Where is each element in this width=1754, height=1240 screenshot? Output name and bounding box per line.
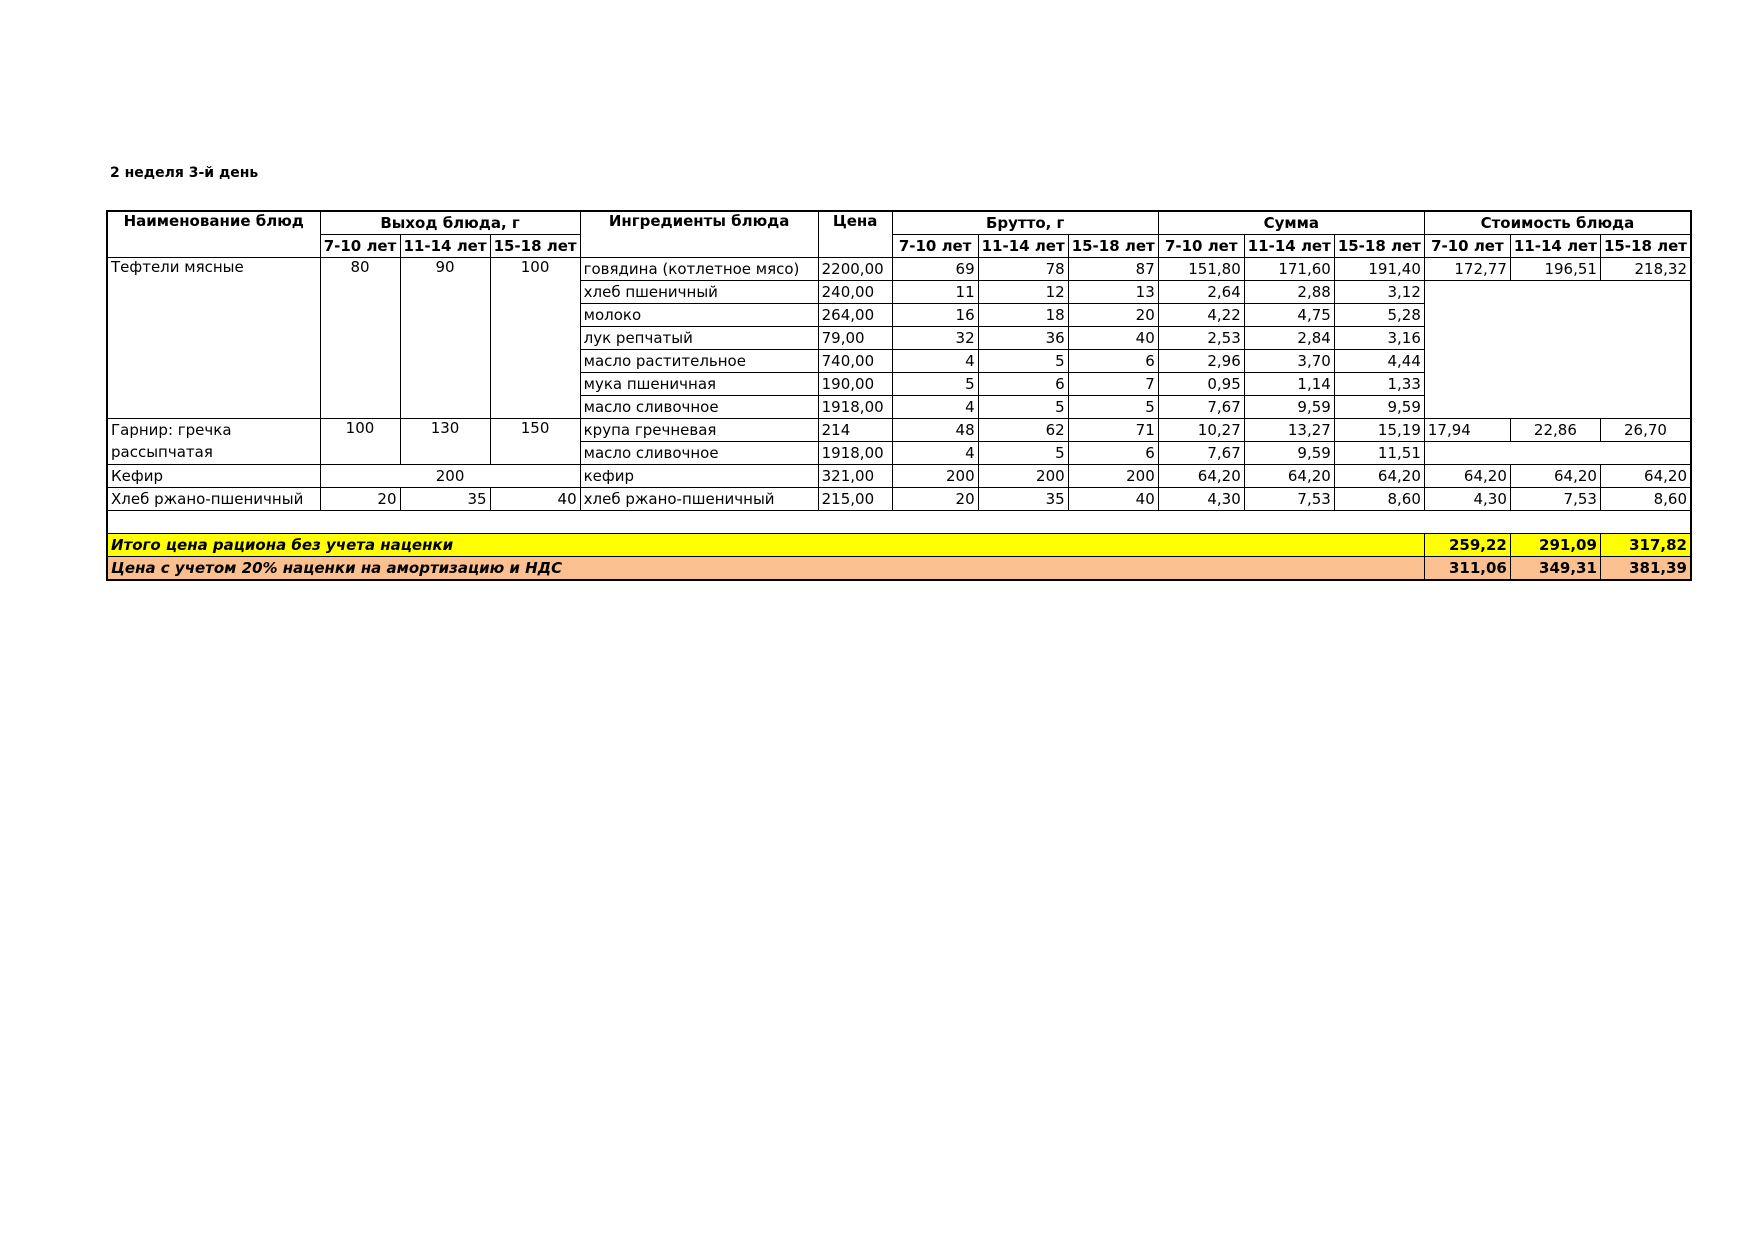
gross-value: 5 [978, 442, 1068, 465]
header-age: 15-18 лет [490, 235, 580, 258]
dish-cost: 4,30 [1424, 488, 1510, 511]
ingredient-price: 215,00 [818, 488, 892, 511]
dish-cost: 64,20 [1600, 465, 1691, 488]
sum-value: 3,70 [1244, 350, 1334, 373]
gross-value: 20 [1068, 304, 1158, 327]
dish-name: Тефтели мясные [107, 258, 320, 419]
sum-value: 3,12 [1334, 281, 1424, 304]
sum-value: 9,59 [1244, 442, 1334, 465]
header-age: 15-18 лет [1334, 235, 1424, 258]
ingredient-price: 264,00 [818, 304, 892, 327]
dish-yield: 130 [400, 419, 490, 465]
sum-value: 4,75 [1244, 304, 1334, 327]
total-value: 381,39 [1600, 557, 1691, 581]
gross-value: 40 [1068, 327, 1158, 350]
gross-value: 16 [892, 304, 978, 327]
ingredient-price: 2200,00 [818, 258, 892, 281]
empty-cost-cell [1424, 281, 1691, 419]
dish-yield: 200 [320, 465, 580, 488]
ingredient-price: 214 [818, 419, 892, 442]
total-value: 291,09 [1510, 534, 1600, 557]
gross-value: 200 [892, 465, 978, 488]
dish-yield: 150 [490, 419, 580, 465]
header-age: 11-14 лет [400, 235, 490, 258]
ingredient-name: говядина (котлетное мясо) [580, 258, 818, 281]
total-row-no-markup [107, 534, 1691, 557]
sum-value: 2,96 [1158, 350, 1244, 373]
header-age: 11-14 лет [1244, 235, 1334, 258]
total-value: 311,06 [1424, 557, 1510, 581]
gross-value: 40 [1068, 488, 1158, 511]
sum-value: 64,20 [1158, 465, 1244, 488]
gross-value: 36 [978, 327, 1068, 350]
dish-cost: 17,94 [1424, 419, 1510, 442]
sum-value: 2,53 [1158, 327, 1244, 350]
ingredient-price: 190,00 [818, 373, 892, 396]
sum-value: 7,67 [1158, 396, 1244, 419]
gross-value: 5 [1068, 396, 1158, 419]
gross-value: 5 [892, 373, 978, 396]
gross-value: 4 [892, 396, 978, 419]
header-dish-name: Наименование блюд [107, 211, 320, 258]
sum-value: 171,60 [1244, 258, 1334, 281]
header-age: 7-10 лет [1424, 235, 1510, 258]
total-row-markup [107, 557, 1691, 581]
gross-value: 6 [1068, 350, 1158, 373]
dish-cost: 8,60 [1600, 488, 1691, 511]
header-age: 11-14 лет [1510, 235, 1600, 258]
dish-cost: 22,86 [1510, 419, 1600, 442]
sum-value: 13,27 [1244, 419, 1334, 442]
header-gross: Брутто, г [892, 211, 1158, 235]
gross-value: 5 [978, 396, 1068, 419]
dish-cost: 7,53 [1510, 488, 1600, 511]
page-title: 2 неделя 3-й день [110, 165, 259, 181]
sum-value: 64,20 [1334, 465, 1424, 488]
spacer-cell [107, 511, 1691, 534]
ingredient-price: 321,00 [818, 465, 892, 488]
gross-value: 200 [978, 465, 1068, 488]
sum-value: 3,16 [1334, 327, 1424, 350]
gross-value: 5 [978, 350, 1068, 373]
sum-value: 1,14 [1244, 373, 1334, 396]
dish-cost: 64,20 [1424, 465, 1510, 488]
menu-table [106, 210, 1692, 581]
ingredient-price: 740,00 [818, 350, 892, 373]
sum-value: 4,22 [1158, 304, 1244, 327]
gross-value: 6 [1068, 442, 1158, 465]
header-age: 7-10 лет [892, 235, 978, 258]
sum-value: 4,30 [1158, 488, 1244, 511]
table-row [107, 465, 1691, 488]
dish-yield: 80 [320, 258, 400, 419]
gross-value: 87 [1068, 258, 1158, 281]
gross-value: 48 [892, 419, 978, 442]
gross-value: 11 [892, 281, 978, 304]
total-value: 349,31 [1510, 557, 1600, 581]
sum-value: 10,27 [1158, 419, 1244, 442]
dish-yield: 35 [400, 488, 490, 511]
gross-value: 69 [892, 258, 978, 281]
ingredient-price: 240,00 [818, 281, 892, 304]
gross-value: 20 [892, 488, 978, 511]
dish-yield: 100 [320, 419, 400, 465]
sum-value: 7,53 [1244, 488, 1334, 511]
gross-value: 12 [978, 281, 1068, 304]
header-yield: Выход блюда, г [320, 211, 580, 235]
gross-value: 200 [1068, 465, 1158, 488]
dish-cost: 218,32 [1600, 258, 1691, 281]
table-row [107, 258, 1691, 281]
sum-value: 1,33 [1334, 373, 1424, 396]
header-cost: Стоимость блюда [1424, 211, 1691, 235]
sum-value: 8,60 [1334, 488, 1424, 511]
table-row [107, 488, 1691, 511]
gross-value: 13 [1068, 281, 1158, 304]
dish-cost: 172,77 [1424, 258, 1510, 281]
sum-value: 15,19 [1334, 419, 1424, 442]
ingredient-name: хлеб ржано-пшеничный [580, 488, 818, 511]
header-age: 11-14 лет [978, 235, 1068, 258]
header-age: 15-18 лет [1600, 235, 1691, 258]
total-value: 317,82 [1600, 534, 1691, 557]
sum-value: 151,80 [1158, 258, 1244, 281]
ingredient-name: кефир [580, 465, 818, 488]
dish-yield: 40 [490, 488, 580, 511]
dish-name: Хлеб ржано-пшеничный [107, 488, 320, 511]
ingredient-name: лук репчатый [580, 327, 818, 350]
sum-value: 191,40 [1334, 258, 1424, 281]
ingredient-name: масло сливочное [580, 442, 818, 465]
ingredient-price: 1918,00 [818, 396, 892, 419]
total-label-markup: Цена с учетом 20% наценки на амортизацию и НДС [107, 557, 1424, 581]
dish-name: Гарнир: гречка рассыпчатая [107, 419, 320, 465]
header-age: 7-10 лет [1158, 235, 1244, 258]
sum-value: 7,67 [1158, 442, 1244, 465]
ingredient-name: масло растительное [580, 350, 818, 373]
gross-value: 6 [978, 373, 1068, 396]
sum-value: 11,51 [1334, 442, 1424, 465]
sum-value: 64,20 [1244, 465, 1334, 488]
table-row [107, 419, 1691, 442]
sum-value: 9,59 [1334, 396, 1424, 419]
sum-value: 0,95 [1158, 373, 1244, 396]
header-sum: Сумма [1158, 211, 1424, 235]
sum-value: 5,28 [1334, 304, 1424, 327]
ingredient-name: мука пшеничная [580, 373, 818, 396]
spacer-row [107, 511, 1691, 534]
dish-cost: 196,51 [1510, 258, 1600, 281]
sum-value: 2,64 [1158, 281, 1244, 304]
sum-value: 9,59 [1244, 396, 1334, 419]
ingredient-name: крупа гречневая [580, 419, 818, 442]
sum-value: 2,84 [1244, 327, 1334, 350]
empty-cost-cell [1424, 442, 1691, 465]
ingredient-name: масло сливочное [580, 396, 818, 419]
header-price: Цена [818, 211, 892, 258]
ingredient-name: хлеб пшеничный [580, 281, 818, 304]
ingredient-price: 79,00 [818, 327, 892, 350]
gross-value: 18 [978, 304, 1068, 327]
dish-cost: 26,70 [1600, 419, 1691, 442]
gross-value: 4 [892, 350, 978, 373]
dish-yield: 20 [320, 488, 400, 511]
gross-value: 32 [892, 327, 978, 350]
gross-value: 35 [978, 488, 1068, 511]
dish-name: Кефир [107, 465, 320, 488]
gross-value: 71 [1068, 419, 1158, 442]
header-age: 15-18 лет [1068, 235, 1158, 258]
gross-value: 78 [978, 258, 1068, 281]
dish-cost: 64,20 [1510, 465, 1600, 488]
ingredient-name: молоко [580, 304, 818, 327]
gross-value: 4 [892, 442, 978, 465]
dish-yield: 100 [490, 258, 580, 419]
ingredient-price: 1918,00 [818, 442, 892, 465]
dish-yield: 90 [400, 258, 490, 419]
gross-value: 7 [1068, 373, 1158, 396]
gross-value: 62 [978, 419, 1068, 442]
sum-value: 2,88 [1244, 281, 1334, 304]
total-label-no-markup: Итого цена рациона без учета наценки [107, 534, 1424, 557]
header-ingredients: Ингредиенты блюда [580, 211, 818, 258]
sum-value: 4,44 [1334, 350, 1424, 373]
total-value: 259,22 [1424, 534, 1510, 557]
header-age: 7-10 лет [320, 235, 400, 258]
